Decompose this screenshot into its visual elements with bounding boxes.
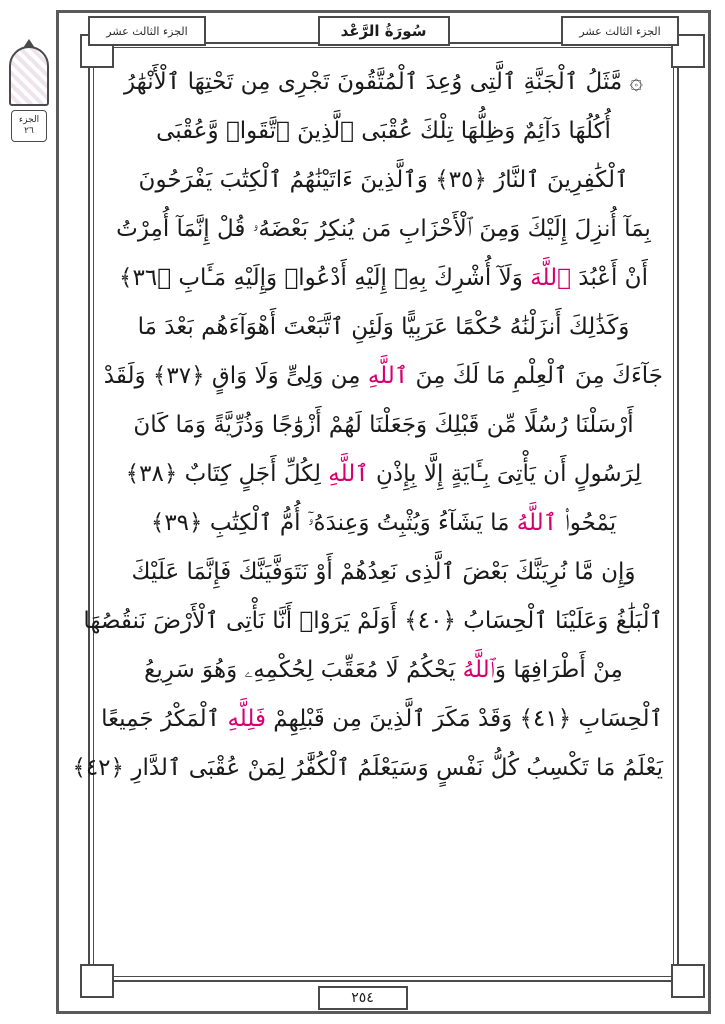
medallion-juz-word: الجزء — [18, 115, 40, 125]
ayah-line: يَعْلَمُ مَا تَكْسِبُ كُلُّ نَفْسٍ وَسَيَعْلَمُ ٱلْكُفَّٰرُ لِمَنْ عُقْبَى ٱلدَّارِ ﴿٤٢﴾ — [72, 755, 663, 781]
ayah-line: وَكَذَٰلِكَ أَنزَلْنَٰهُ حُكْمًا عَرَبِيًّا وَلَئِنِ ٱتَّبَعْتَ أَهْوَآءَهُم بَعْدَ مَا — [137, 314, 630, 340]
ayah-line: جَآءَكَ مِنَ ٱلْعِلْمِ مَا لَكَ مِنَ ٱللَّهِ مِن وَلِىٍّ وَلَا وَاقٍ ﴿٣٧﴾ وَلَقَدْ — [103, 363, 663, 389]
ayah-line: ٱلْحِسَابِ ﴿٤١﴾ وَقَدْ مَكَرَ ٱلَّذِينَ مِن قَبْلِهِمْ فَلِلَّهِ ٱلْمَكْرُ جَمِيعًا — [101, 706, 663, 732]
lafz-aljalalah: ٱللَّهُ — [516, 510, 558, 536]
lafz-aljalalah: فَلِلَّهِ — [227, 706, 266, 732]
lafz-aljalalah: ٱللَّهُ — [462, 657, 495, 683]
ayah-line: أَنْ أَعْبُدَ ٱللَّهَ وَلَآ أُشْرِكَ بِهِۦٓ إِلَيْهِ أَدْعُوا۟ وَإِلَيْهِ مَـَٔابِ ﴿٣٦﴾ — [119, 265, 648, 291]
lafz-aljalalah: ٱللَّهِ — [328, 461, 369, 487]
quran-text-block — [72, 58, 663, 958]
juz-label-right-text: الجزء الثالث عشر — [579, 24, 661, 38]
ayah-line: ٱلْكَٰفِرِينَ ٱلنَّارُ ﴿٣٥﴾ وَٱلَّذِينَ ءَاتَيْنَٰهُمُ ٱلْكِتَٰبَ يَفْرَحُونَ — [138, 167, 629, 193]
side-medallion — [6, 46, 52, 142]
ayah-line: بِمَآ أُنزِلَ إِلَيْكَ وَمِنَ ٱلْأَحْزَابِ مَن يُنكِرُ بَعْضَهُۥ قُلْ إِنَّمَآ أُمِرْتُ — [116, 216, 651, 242]
page-footer — [0, 986, 725, 1010]
ayah-line: ٱلْبَلَٰغُ وَعَلَيْنَا ٱلْحِسَابُ ﴿٤٠﴾ أَوَلَمْ يَرَوْا۟ أَنَّا نَأْتِى ٱلْأَرْضَ نَنقُصُهَا — [83, 608, 663, 634]
ayah-line: ۞ مَّثَلُ ٱلْجَنَّةِ ٱلَّتِى وُعِدَ ٱلْمُتَّقُونَ تَجْرِى مِن تَحْتِهَا ٱلْأَنْهَٰرُ — [123, 69, 644, 95]
ayah-line: يَمْحُوا۟ ٱللَّهُ مَا يَشَآءُ وَيُثْبِتُ وَعِندَهُۥٓ أُمُّ ٱلْكِتَٰبِ ﴿٣٩﴾ — [150, 510, 617, 536]
medallion-dome-icon — [9, 46, 49, 106]
surah-title-text: سُورَةُ الرَّعْد — [340, 22, 427, 40]
page-header — [88, 12, 679, 50]
ayah-line: أَرْسَلْنَا رُسُلًا مِّن قَبْلِكَ وَجَعَلْنَا لَهُمْ أَزْوَٰجًا وَذُرِّيَّةً وَمَا كَانَ — [133, 412, 634, 438]
surah-title — [318, 16, 450, 46]
ayah-line: أُكُلُهَا دَآئِمٌ وَظِلُّهَا تِلْكَ عُقْبَى ٱلَّذِينَ ٱتَّقَوا۟ وَّعُقْبَى — [156, 118, 611, 144]
page-number: ٢٥٤ — [318, 986, 408, 1010]
ayah-line: مِنْ أَطْرَافِهَا وَٱللَّهُ يَحْكُمُ لَا مُعَقِّبَ لِحُكْمِهِۦ وَهُوَ سَرِيعُ — [144, 657, 623, 683]
ayah-line: لِرَسُولٍ أَن يَأْتِىَ بِـَٔايَةٍ إِلَّا بِإِذْنِ ٱللَّهِ لِكُلِّ أَجَلٍ كِتَابٌ ﴿٣٨﴾ — [125, 461, 642, 487]
juz-label-left — [88, 16, 206, 46]
juz-label-left-text: الجزء الثالث عشر — [106, 24, 188, 38]
lafz-aljalalah: ٱللَّهِ — [367, 363, 409, 389]
medallion-juz-badge — [11, 110, 47, 142]
ayah-line: وَإِن مَّا نُرِيَنَّكَ بَعْضَ ٱلَّذِى نَعِدُهُمْ أَوْ نَتَوَفَّيَنَّكَ فَإِنَّمَا عَلَيْكَ — [131, 559, 636, 585]
lafz-aljalalah: ٱللَّهَ — [530, 265, 571, 291]
juz-label-right — [561, 16, 679, 46]
medallion-juz-number: ٢٦ — [24, 126, 34, 136]
